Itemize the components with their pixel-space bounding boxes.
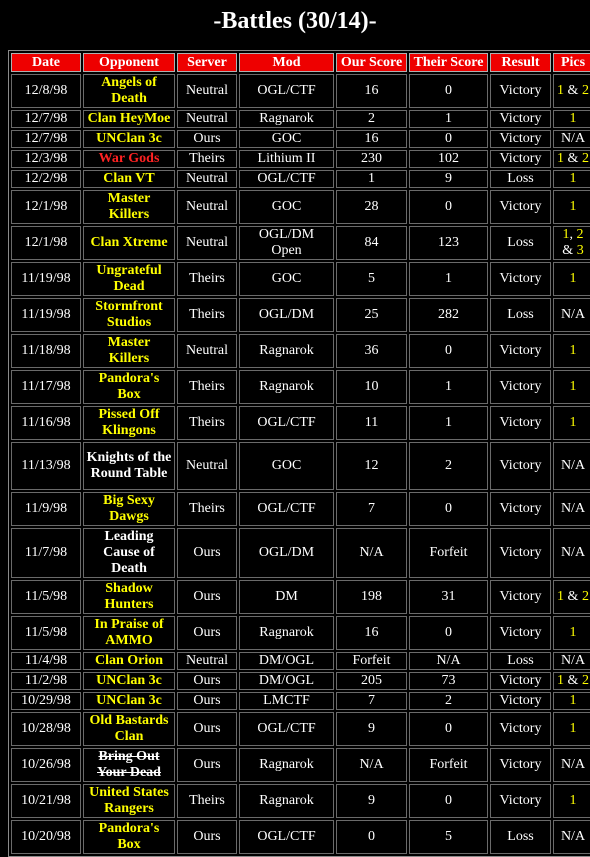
pic-link-1[interactable]: 1 <box>569 793 577 808</box>
their-score-cell: 0 <box>409 130 488 148</box>
their-score-cell: 102 <box>409 150 488 168</box>
result-cell: Victory <box>490 712 551 746</box>
their-score-cell: 31 <box>409 580 488 614</box>
mod-cell: Ragnarok <box>239 110 334 128</box>
opponent-cell: Leading Cause of Death <box>83 528 175 578</box>
opponent-cell[interactable]: Master Killers <box>83 334 175 368</box>
table-row <box>11 74 590 108</box>
their-score-cell: N/A <box>409 652 488 670</box>
mod-cell: GOC <box>239 190 334 224</box>
server-cell: Theirs <box>177 262 237 296</box>
server-cell: Theirs <box>177 784 237 818</box>
pics-separator: , <box>569 227 577 242</box>
date-cell: 10/21/98 <box>11 784 81 818</box>
opponent-cell[interactable]: United States Rangers <box>83 784 175 818</box>
result-cell: Victory <box>490 616 551 650</box>
pics-cell <box>553 150 590 168</box>
date-cell: 11/5/98 <box>11 616 81 650</box>
pics-cell <box>553 262 590 296</box>
pics-cell <box>553 672 590 690</box>
server-cell: Neutral <box>177 652 237 670</box>
col-header-date: Date <box>11 53 81 72</box>
mod-cell: GOC <box>239 262 334 296</box>
pics-cell <box>553 692 590 710</box>
our-score-cell: N/A <box>336 748 407 782</box>
opponent-cell[interactable]: Angels of Death <box>83 74 175 108</box>
our-score-cell: 16 <box>336 130 407 148</box>
pics-cell <box>553 528 590 578</box>
mod-cell: Ragnarok <box>239 748 334 782</box>
table-row <box>11 580 590 614</box>
table-row <box>11 616 590 650</box>
date-cell: 12/3/98 <box>11 150 81 168</box>
date-cell: 12/7/98 <box>11 130 81 148</box>
result-cell: Victory <box>490 672 551 690</box>
pics-cell <box>553 748 590 782</box>
pics-na: N/A <box>560 757 586 772</box>
our-score-cell: 7 <box>336 692 407 710</box>
opponent-cell[interactable]: Master Killers <box>83 190 175 224</box>
pics-separator: & <box>564 151 582 166</box>
our-score-cell: 1 <box>336 170 407 188</box>
date-cell: 11/19/98 <box>11 298 81 332</box>
pics-separator: & <box>564 83 582 98</box>
date-cell: 11/19/98 <box>11 262 81 296</box>
date-cell: 10/20/98 <box>11 820 81 854</box>
mod-cell: OGL/CTF <box>239 492 334 526</box>
opponent-cell[interactable]: Shadow Hunters <box>83 580 175 614</box>
opponent-cell[interactable]: Old Bastards Clan <box>83 712 175 746</box>
pics-cell <box>553 298 590 332</box>
our-score-cell: 2 <box>336 110 407 128</box>
table-row <box>11 150 590 168</box>
result-cell: Victory <box>490 692 551 710</box>
their-score-cell: 0 <box>409 334 488 368</box>
our-score-cell: 28 <box>336 190 407 224</box>
our-score-cell: 11 <box>336 406 407 440</box>
pics-na: N/A <box>560 131 586 146</box>
mod-cell: OGL/DM Open <box>239 226 334 260</box>
result-cell: Victory <box>490 784 551 818</box>
date-cell: 11/13/98 <box>11 442 81 490</box>
mod-cell: Ragnarok <box>239 784 334 818</box>
date-cell: 12/8/98 <box>11 74 81 108</box>
their-score-cell: 1 <box>409 110 488 128</box>
their-score-cell: 9 <box>409 170 488 188</box>
mod-cell: Lithium II <box>239 150 334 168</box>
result-cell: Victory <box>490 150 551 168</box>
result-cell: Loss <box>490 652 551 670</box>
mod-cell: OGL/CTF <box>239 820 334 854</box>
our-score-cell: 16 <box>336 616 407 650</box>
date-cell: 11/9/98 <box>11 492 81 526</box>
our-score-cell: 5 <box>336 262 407 296</box>
date-cell: 11/2/98 <box>11 672 81 690</box>
pic-link-1[interactable]: 1 <box>569 379 577 394</box>
server-cell: Neutral <box>177 334 237 368</box>
opponent-cell[interactable]: UNClan 3c <box>83 130 175 148</box>
result-cell: Victory <box>490 130 551 148</box>
pics-cell <box>553 334 590 368</box>
server-cell: Neutral <box>177 170 237 188</box>
table-row <box>11 528 590 578</box>
table-body <box>11 74 590 854</box>
table-row <box>11 712 590 746</box>
their-score-cell: 1 <box>409 406 488 440</box>
server-cell: Ours <box>177 130 237 148</box>
pics-na: N/A <box>560 545 586 560</box>
server-cell: Neutral <box>177 226 237 260</box>
mod-cell: DM <box>239 580 334 614</box>
their-score-cell: 1 <box>409 370 488 404</box>
their-score-cell: 0 <box>409 74 488 108</box>
date-cell: 11/7/98 <box>11 528 81 578</box>
mod-cell: OGL/DM <box>239 298 334 332</box>
result-cell: Victory <box>490 74 551 108</box>
table-row <box>11 110 590 128</box>
pic-link-1[interactable]: 1 <box>557 673 565 688</box>
pics-cell <box>553 784 590 818</box>
opponent-cell[interactable]: Big Sexy Dawgs <box>83 492 175 526</box>
pics-na: N/A <box>560 829 586 844</box>
pic-link-2[interactable]: 2 <box>576 227 584 242</box>
opponent-cell[interactable]: Ungrateful Dead <box>83 262 175 296</box>
their-score-cell: 1 <box>409 262 488 296</box>
date-cell: 10/29/98 <box>11 692 81 710</box>
our-score-cell: 7 <box>336 492 407 526</box>
our-score-cell: 0 <box>336 820 407 854</box>
our-score-cell: 198 <box>336 580 407 614</box>
their-score-cell: 0 <box>409 492 488 526</box>
pics-cell <box>553 712 590 746</box>
mod-cell: OGL/DM <box>239 528 334 578</box>
their-score-cell: 123 <box>409 226 488 260</box>
server-cell: Ours <box>177 580 237 614</box>
pics-cell <box>553 442 590 490</box>
pic-link-2[interactable]: 2 <box>581 589 589 604</box>
opponent-cell[interactable]: War Gods <box>83 150 175 168</box>
pic-link-2[interactable]: 2 <box>581 673 589 688</box>
opponent-cell[interactable]: Clan VT <box>83 170 175 188</box>
pics-na: N/A <box>560 307 586 322</box>
server-cell: Ours <box>177 820 237 854</box>
mod-cell: OGL/CTF <box>239 74 334 108</box>
date-cell: 10/28/98 <box>11 712 81 746</box>
table-row <box>11 226 590 260</box>
result-cell: Loss <box>490 226 551 260</box>
their-score-cell: 0 <box>409 616 488 650</box>
pic-link-1[interactable]: 1 <box>569 199 577 214</box>
table-row <box>11 370 590 404</box>
their-score-cell: 5 <box>409 820 488 854</box>
pic-link-1[interactable]: 1 <box>562 227 570 242</box>
date-cell: 12/1/98 <box>11 190 81 224</box>
col-header-result: Result <box>490 53 551 72</box>
table-row <box>11 492 590 526</box>
opponent-cell[interactable]: Clan Orion <box>83 652 175 670</box>
their-score-cell: 0 <box>409 190 488 224</box>
col-header-server: Server <box>177 53 237 72</box>
opponent-cell[interactable]: UNClan 3c <box>83 672 175 690</box>
pics-na: N/A <box>560 458 586 473</box>
mod-cell: LMCTF <box>239 692 334 710</box>
pics-cell <box>553 616 590 650</box>
their-score-cell: 2 <box>409 692 488 710</box>
result-cell: Victory <box>490 442 551 490</box>
pic-link-1[interactable]: 1 <box>569 415 577 430</box>
result-cell: Victory <box>490 528 551 578</box>
result-cell: Victory <box>490 370 551 404</box>
their-score-cell: Forfeit <box>409 748 488 782</box>
result-cell: Victory <box>490 406 551 440</box>
pics-separator: & <box>564 589 582 604</box>
table-row <box>11 820 590 854</box>
header-row <box>11 53 590 72</box>
pics-separator: & <box>562 243 577 258</box>
table-row <box>11 784 590 818</box>
server-cell: Ours <box>177 692 237 710</box>
result-cell: Loss <box>490 298 551 332</box>
our-score-cell: 36 <box>336 334 407 368</box>
col-header-their-score: Their Score <box>409 53 488 72</box>
their-score-cell: 282 <box>409 298 488 332</box>
date-cell: 12/2/98 <box>11 170 81 188</box>
their-score-cell: 0 <box>409 712 488 746</box>
result-cell: Victory <box>490 262 551 296</box>
pics-na: N/A <box>560 653 586 668</box>
table-row <box>11 170 590 188</box>
mod-cell: GOC <box>239 442 334 490</box>
opponent-cell[interactable]: In Praise of AMMO <box>83 616 175 650</box>
pics-cell <box>553 652 590 670</box>
opponent-cell: Bring Out Your Dead <box>83 748 175 782</box>
opponent-cell: Knights of the Round Table <box>83 442 175 490</box>
opponent-cell[interactable]: Clan HeyMoe <box>83 110 175 128</box>
table-row <box>11 748 590 782</box>
opponent-cell[interactable]: UNClan 3c <box>83 692 175 710</box>
our-score-cell: Forfeit <box>336 652 407 670</box>
server-cell: Ours <box>177 672 237 690</box>
our-score-cell: 10 <box>336 370 407 404</box>
server-cell: Neutral <box>177 442 237 490</box>
table-row <box>11 692 590 710</box>
pics-cell <box>553 820 590 854</box>
their-score-cell: 2 <box>409 442 488 490</box>
pics-cell <box>553 406 590 440</box>
date-cell: 12/7/98 <box>11 110 81 128</box>
pic-link-1[interactable]: 1 <box>569 693 577 708</box>
date-cell: 10/26/98 <box>11 748 81 782</box>
our-score-cell: N/A <box>336 528 407 578</box>
table-row <box>11 672 590 690</box>
server-cell: Ours <box>177 528 237 578</box>
pics-cell <box>553 130 590 148</box>
result-cell: Victory <box>490 580 551 614</box>
pic-link-1[interactable]: 1 <box>569 625 577 640</box>
opponent-cell[interactable]: Clan Xtreme <box>83 226 175 260</box>
col-header-our-score: Our Score <box>336 53 407 72</box>
our-score-cell: 230 <box>336 150 407 168</box>
server-cell: Ours <box>177 748 237 782</box>
date-cell: 11/5/98 <box>11 580 81 614</box>
table-row <box>11 334 590 368</box>
our-score-cell: 16 <box>336 74 407 108</box>
pics-cell <box>553 110 590 128</box>
battles-table <box>8 50 590 857</box>
pic-link-2[interactable]: 2 <box>581 151 589 166</box>
mod-cell: DM/OGL <box>239 672 334 690</box>
result-cell: Loss <box>490 170 551 188</box>
date-cell: 11/4/98 <box>11 652 81 670</box>
result-cell: Victory <box>490 492 551 526</box>
server-cell: Theirs <box>177 150 237 168</box>
their-score-cell: 0 <box>409 784 488 818</box>
our-score-cell: 205 <box>336 672 407 690</box>
pic-link-1[interactable]: 1 <box>557 589 565 604</box>
server-cell: Ours <box>177 712 237 746</box>
mod-cell: OGL/CTF <box>239 406 334 440</box>
pics-separator: & <box>564 673 582 688</box>
pics-cell <box>553 580 590 614</box>
server-cell: Neutral <box>177 110 237 128</box>
pics-cell <box>553 370 590 404</box>
pic-link-1[interactable]: 1 <box>557 151 565 166</box>
date-cell: 12/1/98 <box>11 226 81 260</box>
mod-cell: DM/OGL <box>239 652 334 670</box>
server-cell: Theirs <box>177 298 237 332</box>
pics-na: N/A <box>560 501 586 516</box>
server-cell: Theirs <box>177 370 237 404</box>
server-cell: Neutral <box>177 74 237 108</box>
server-cell: Theirs <box>177 406 237 440</box>
our-score-cell: 12 <box>336 442 407 490</box>
pics-cell <box>553 74 590 108</box>
server-cell: Ours <box>177 616 237 650</box>
mod-cell: GOC <box>239 130 334 148</box>
pic-link-1[interactable]: 1 <box>569 721 577 736</box>
pics-cell <box>553 190 590 224</box>
mod-cell: OGL/CTF <box>239 170 334 188</box>
col-header-pics: Pics <box>553 53 590 72</box>
our-score-cell: 9 <box>336 784 407 818</box>
our-score-cell: 9 <box>336 712 407 746</box>
date-cell: 11/16/98 <box>11 406 81 440</box>
pics-cell <box>553 170 590 188</box>
date-cell: 11/17/98 <box>11 370 81 404</box>
pic-link-1[interactable]: 1 <box>569 171 577 186</box>
opponent-cell[interactable]: Stormfront Studios <box>83 298 175 332</box>
result-cell: Victory <box>490 334 551 368</box>
pics-cell <box>553 226 590 260</box>
pics-cell <box>553 492 590 526</box>
opponent-cell[interactable]: Pissed Off Klingons <box>83 406 175 440</box>
page-title: -Battles (30/14)- <box>213 8 377 34</box>
table-row <box>11 190 590 224</box>
table-row <box>11 298 590 332</box>
result-cell: Victory <box>490 748 551 782</box>
their-score-cell: Forfeit <box>409 528 488 578</box>
opponent-cell[interactable]: Pandora's Box <box>83 820 175 854</box>
col-header-mod: Mod <box>239 53 334 72</box>
our-score-cell: 84 <box>336 226 407 260</box>
server-cell: Neutral <box>177 190 237 224</box>
result-cell: Victory <box>490 190 551 224</box>
table-row <box>11 130 590 148</box>
pic-link-3[interactable]: 3 <box>576 243 584 258</box>
table-row <box>11 442 590 490</box>
date-cell: 11/18/98 <box>11 334 81 368</box>
pic-link-1[interactable]: 1 <box>569 111 577 126</box>
pic-link-2[interactable]: 2 <box>581 83 589 98</box>
table-row <box>11 262 590 296</box>
result-cell: Loss <box>490 820 551 854</box>
their-score-cell: 73 <box>409 672 488 690</box>
opponent-cell[interactable]: Pandora's Box <box>83 370 175 404</box>
result-cell: Victory <box>490 110 551 128</box>
mod-cell: OGL/CTF <box>239 712 334 746</box>
pic-link-1[interactable]: 1 <box>557 83 565 98</box>
pic-link-1[interactable]: 1 <box>569 343 577 358</box>
mod-cell: Ragnarok <box>239 616 334 650</box>
col-header-opponent: Opponent <box>83 53 175 72</box>
our-score-cell: 25 <box>336 298 407 332</box>
pic-link-1[interactable]: 1 <box>569 271 577 286</box>
table-row <box>11 406 590 440</box>
mod-cell: Ragnarok <box>239 334 334 368</box>
mod-cell: Ragnarok <box>239 370 334 404</box>
server-cell: Theirs <box>177 492 237 526</box>
table-row <box>11 652 590 670</box>
